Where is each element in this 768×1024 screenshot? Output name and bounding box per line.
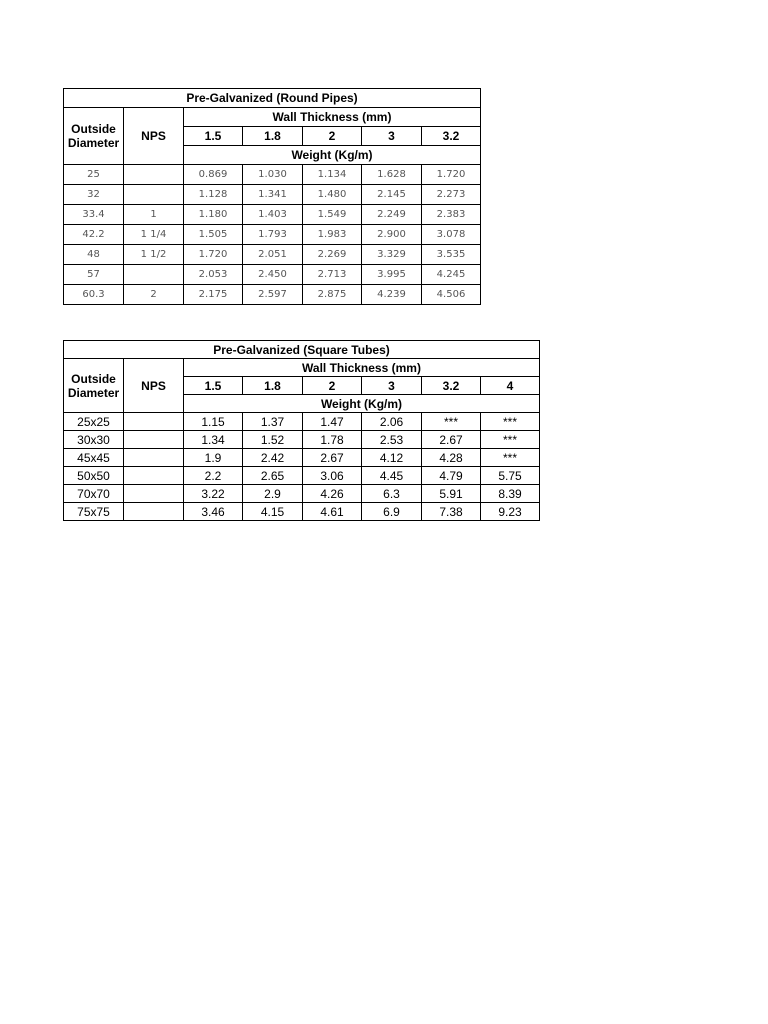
outside-diameter-cell: 70x70 [64,485,124,503]
weight-cell: 4.15 [243,503,303,521]
weight-cell: 6.3 [362,485,422,503]
table-row [64,413,540,431]
weight-cell: 1.403 [243,205,303,225]
weight-header: Weight (Kg/m) [184,395,540,413]
weight-cell: 5.75 [481,467,540,485]
table-title: Pre-Galvanized (Square Tubes) [64,341,540,359]
thickness-header: 3.2 [422,377,481,395]
outside-diameter-cell: 57 [64,265,124,285]
weight-cell: 1.128 [184,185,243,205]
weight-cell: 1.505 [184,225,243,245]
weight-cell: 2.053 [184,265,243,285]
weight-cell: *** [422,413,481,431]
weight-cell: 2.713 [303,265,362,285]
outside-diameter-cell: 30x30 [64,431,124,449]
thickness-header: 1.8 [243,377,303,395]
thickness-header: 1.8 [243,127,303,146]
thickness-header: 2 [303,377,362,395]
weight-cell: 2.383 [422,205,481,225]
nps-cell [124,467,184,485]
weight-cell: 2.67 [303,449,362,467]
weight-cell: 2.42 [243,449,303,467]
outside-diameter-label: Outside Diameter [67,371,120,400]
outside-diameter-cell: 48 [64,245,124,265]
table-row [64,265,481,285]
weight-cell: 2.249 [362,205,422,225]
weight-cell: 3.329 [362,245,422,265]
weight-cell: 4.79 [422,467,481,485]
weight-cell: 2.67 [422,431,481,449]
thickness-header: 1.5 [184,127,243,146]
outside-diameter-header [64,359,124,413]
thickness-header: 4 [481,377,540,395]
weight-cell: 1.47 [303,413,362,431]
nps-cell [124,449,184,467]
nps-cell [124,431,184,449]
weight-cell: 2.9 [243,485,303,503]
weight-cell: 3.46 [184,503,243,521]
nps-cell: 1 1/2 [124,245,184,265]
nps-header: NPS [124,108,184,165]
weight-cell: 3.995 [362,265,422,285]
table-row [64,245,481,265]
table-row [64,431,540,449]
weight-cell: 4.245 [422,265,481,285]
weight-cell: 1.180 [184,205,243,225]
nps-cell [124,185,184,205]
weight-cell: 1.34 [184,431,243,449]
weight-cell: 1.78 [303,431,362,449]
nps-cell [124,413,184,431]
table-row [64,485,540,503]
weight-cell: 1.341 [243,185,303,205]
outside-diameter-cell: 32 [64,185,124,205]
nps-cell [124,265,184,285]
weight-cell: 2.65 [243,467,303,485]
weight-cell: 0.869 [184,165,243,185]
weight-cell: 6.9 [362,503,422,521]
weight-cell: 1.030 [243,165,303,185]
outside-diameter-cell: 45x45 [64,449,124,467]
weight-cell: 1.983 [303,225,362,245]
weight-cell: 2.875 [303,285,362,305]
table-row [64,467,540,485]
weight-cell: 2.273 [422,185,481,205]
thickness-header: 1.5 [184,377,243,395]
table-title: Pre-Galvanized (Round Pipes) [64,89,481,108]
weight-cell: 1.9 [184,449,243,467]
weight-cell: 4.239 [362,285,422,305]
round-pipes-table [63,88,481,305]
nps-cell [124,503,184,521]
weight-cell: 1.52 [243,431,303,449]
table-row [64,449,540,467]
table-row [64,225,481,245]
weight-cell: 4.61 [303,503,362,521]
weight-cell: 3.06 [303,467,362,485]
table-row [64,185,481,205]
outside-diameter-cell: 75x75 [64,503,124,521]
weight-cell: 2.450 [243,265,303,285]
weight-cell: 4.26 [303,485,362,503]
weight-cell: 5.91 [422,485,481,503]
weight-cell: 1.480 [303,185,362,205]
thickness-header: 3.2 [422,127,481,146]
weight-cell: 4.506 [422,285,481,305]
weight-cell: 1.628 [362,165,422,185]
nps-header: NPS [124,359,184,413]
nps-cell: 1 [124,205,184,225]
weight-cell: 9.23 [481,503,540,521]
weight-cell: 1.134 [303,165,362,185]
table-row [64,205,481,225]
weight-cell: 1.37 [243,413,303,431]
outside-diameter-cell: 60.3 [64,285,124,305]
weight-cell: *** [481,431,540,449]
table-row [64,285,481,305]
weight-cell: 2.53 [362,431,422,449]
outside-diameter-header [64,108,124,165]
weight-header: Weight (Kg/m) [184,146,481,165]
weight-cell: 2.2 [184,467,243,485]
outside-diameter-cell: 50x50 [64,467,124,485]
weight-cell: 2.175 [184,285,243,305]
weight-cell: 3.078 [422,225,481,245]
wall-thickness-header: Wall Thickness (mm) [184,359,540,377]
weight-cell: 4.12 [362,449,422,467]
weight-cell: *** [481,449,540,467]
weight-cell: 3.22 [184,485,243,503]
weight-cell: 2.051 [243,245,303,265]
weight-cell: 1.15 [184,413,243,431]
outside-diameter-cell: 42.2 [64,225,124,245]
weight-cell: 1.720 [184,245,243,265]
table-row [64,503,540,521]
weight-cell: *** [481,413,540,431]
weight-cell: 2.597 [243,285,303,305]
nps-cell [124,165,184,185]
outside-diameter-cell: 25 [64,165,124,185]
outside-diameter-cell: 25x25 [64,413,124,431]
thickness-header: 2 [303,127,362,146]
table-row [64,165,481,185]
outside-diameter-cell: 33.4 [64,205,124,225]
nps-cell: 1 1/4 [124,225,184,245]
outside-diameter-label: Outside Diameter [67,122,120,150]
wall-thickness-header: Wall Thickness (mm) [184,108,481,127]
weight-cell: 8.39 [481,485,540,503]
weight-cell: 7.38 [422,503,481,521]
weight-cell: 4.28 [422,449,481,467]
weight-cell: 4.45 [362,467,422,485]
weight-cell: 2.145 [362,185,422,205]
weight-cell: 2.269 [303,245,362,265]
thickness-header: 3 [362,127,422,146]
weight-cell: 2.06 [362,413,422,431]
weight-cell: 1.549 [303,205,362,225]
weight-cell: 3.535 [422,245,481,265]
nps-cell: 2 [124,285,184,305]
square-tubes-table [63,340,540,521]
thickness-header: 3 [362,377,422,395]
nps-cell [124,485,184,503]
weight-cell: 2.900 [362,225,422,245]
weight-cell: 1.793 [243,225,303,245]
weight-cell: 1.720 [422,165,481,185]
